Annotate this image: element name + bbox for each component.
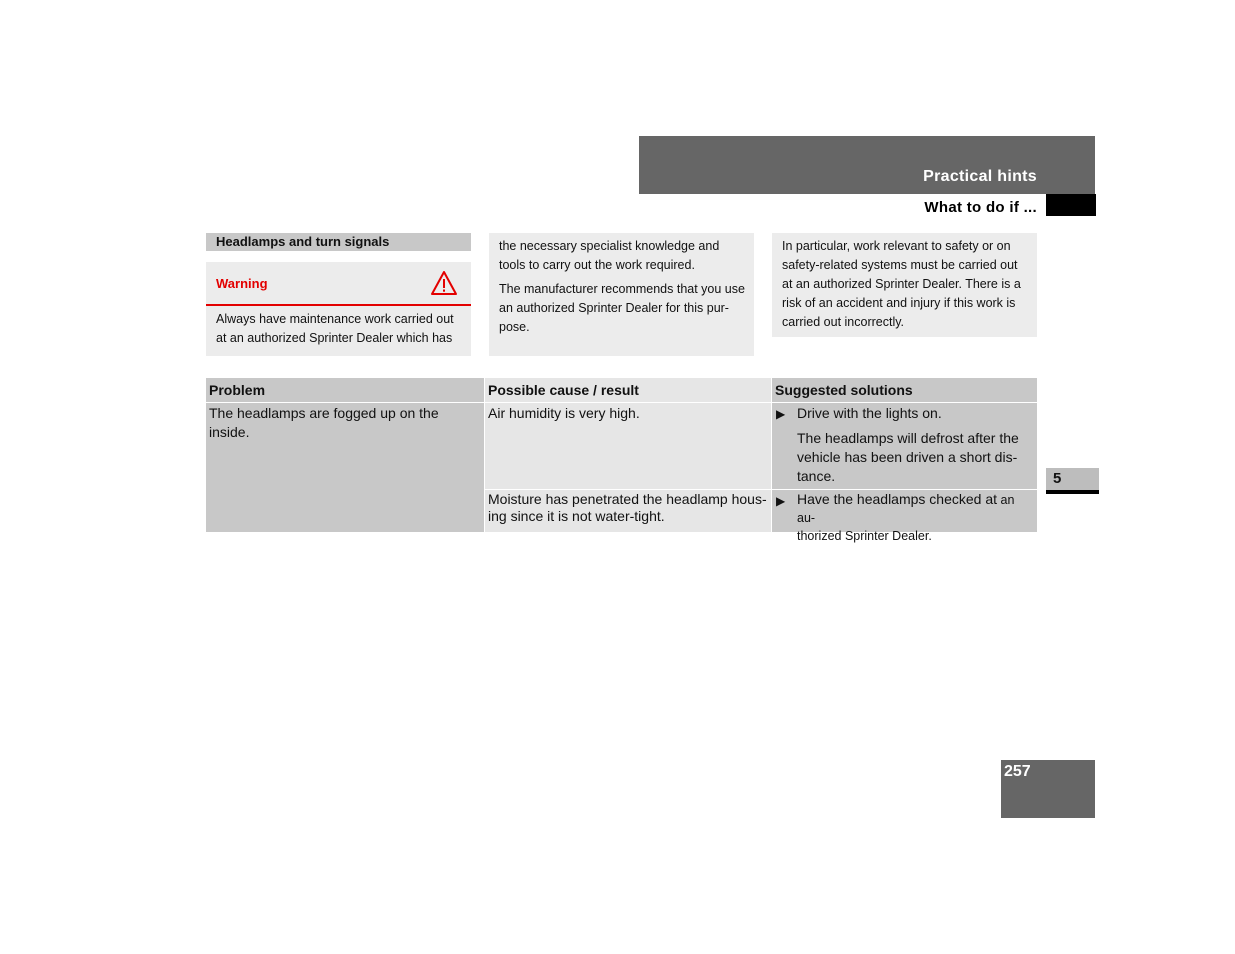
chapter-header [639,136,1095,194]
page-number: 257 [1004,763,1031,780]
info-mid-paragraph-1: the necessary specialist knowledge and tools to carry out the work required. [499,239,720,272]
table-header-cause: Possible cause / result [485,378,771,402]
solution-1-note: The headlamps will defrost after the vehicle has been driven a short dis-tance. [797,430,1019,484]
warning-box [206,262,471,356]
solution-2-step-part-a: Have the headlamps checked at [797,491,998,507]
warning-triangle-icon [430,270,458,296]
info-right-paragraph: In particular, work relevant to safety or on safety-related systems must be carried out at an authorized Sprinter Dealer. There is a risk of an accident and injury if this work is carried out incorrectly. [782,239,1021,329]
table-cell-cause-1: Air humidity is very high. [485,403,771,489]
table-cell-solution-1 [772,403,1037,489]
chapter-tab[interactable] [1046,468,1099,490]
page-number-box [1001,760,1095,818]
troubleshooting-table [206,378,1037,543]
table-header-solutions: Suggested solutions [772,378,1037,402]
warning-divider [206,304,471,306]
solution-2-step [797,491,1032,545]
chapter-title: Practical hints [923,168,1037,185]
table-cell-solution-2 [772,490,1037,543]
section-heading-text: Headlamps and turn signals [216,234,390,249]
chapter-tab-underline [1046,490,1099,494]
solution-1-step: Drive with the lights on. [797,405,942,421]
table-cell-cause-2: Moisture has penetrated the headlamp hous-ing since it is not water-tight. [485,490,771,532]
bullet-arrow-icon: ▶ [776,407,786,421]
section-heading [206,233,471,251]
chapter-tab-number: 5 [1053,470,1062,487]
info-box-continued [489,233,754,356]
warning-title: Warning [216,276,268,291]
info-box-safety [772,233,1037,337]
info-mid-paragraph-2: The manufacturer recommends that you use an authorized Sprinter Dealer for this pur-pose. [499,282,745,334]
section-marker-bar [1046,194,1096,216]
warning-text: Always have maintenance work carried out at an authorized Sprinter Dealer which has [216,312,454,345]
table-header-problem: Problem [206,378,484,402]
solution-2-step-part-c: thorized Sprinter Dealer. [797,529,932,543]
bullet-arrow-icon: ▶ [776,494,786,508]
table-cell-problem: The headlamps are fogged up on the inside. [206,403,484,532]
solution-2-step-part-b: an au- [797,493,1015,525]
section-title: What to do if ... [924,199,1037,216]
